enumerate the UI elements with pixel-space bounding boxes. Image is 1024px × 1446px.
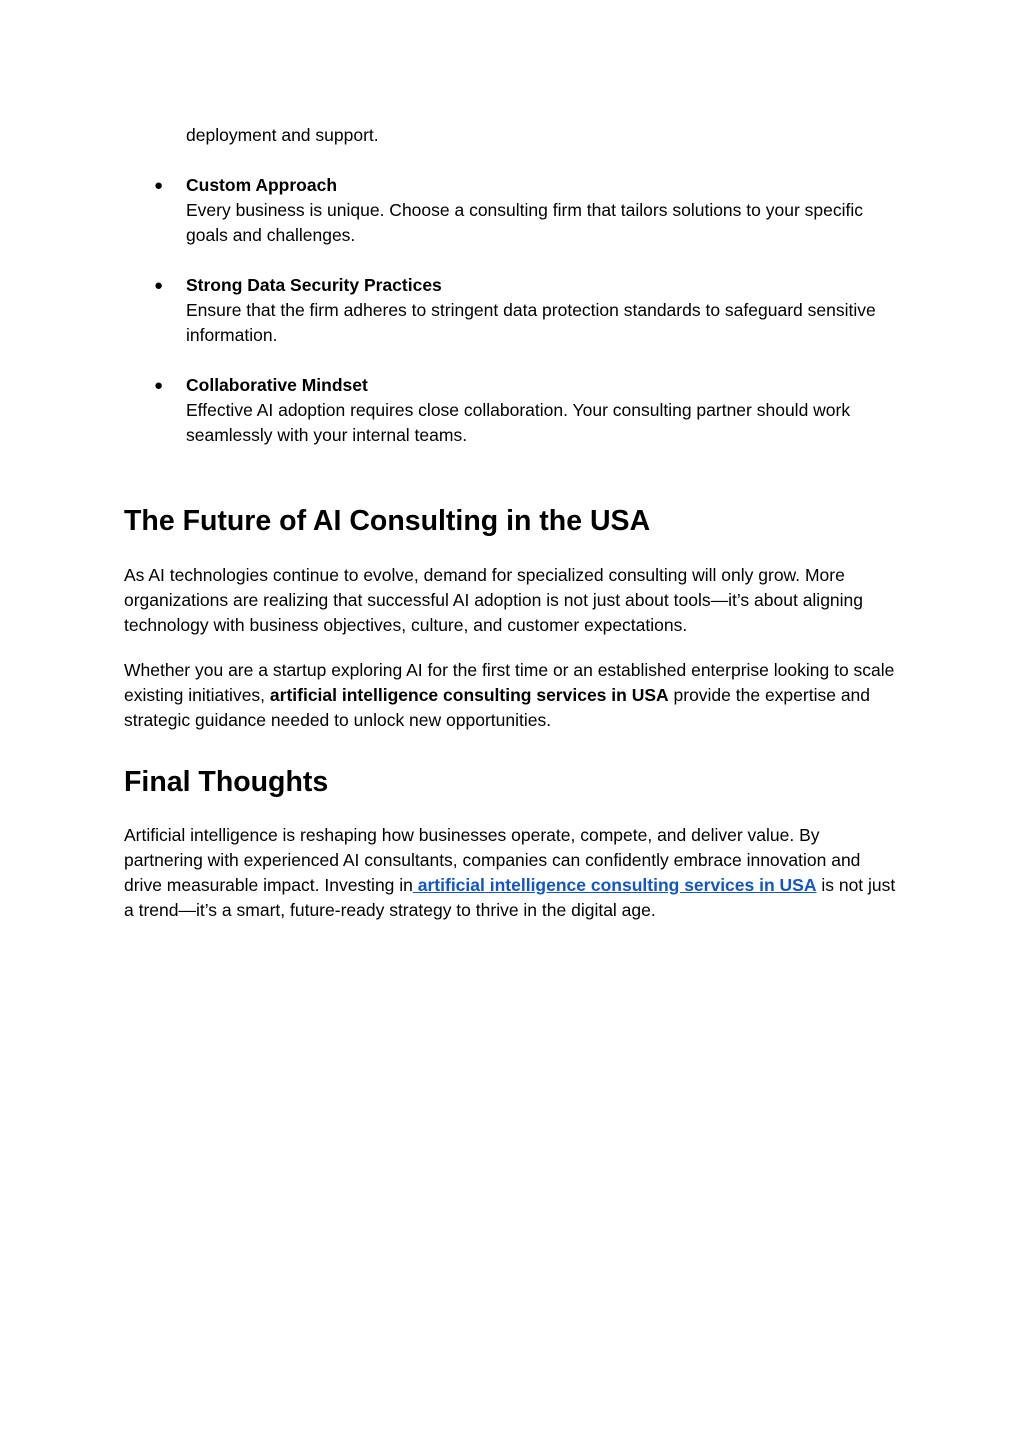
future-paragraph-2-end: provide the expertise and strategic guidance needed to unlock new opportunities. — [124, 685, 871, 730]
bullet-body: Ensure that the firm adheres to stringent data protection standards to safeguard sensitive information. — [186, 300, 876, 345]
future-paragraph-2-start: Whether you are a startup exploring AI for the first time or an established enterprise looking to scale existing initiatives, — [124, 660, 895, 705]
criteria-list — [124, 173, 900, 473]
future-paragraph-2-bold: artificial intelligence consulting services in USA — [269, 685, 669, 705]
future-paragraph-1: As AI technologies continue to evolve, demand for specialized consulting will only grow. More organizations are realizing that successful AI adoption is not just about tools—it’s about aligning technology with business objectives, culture, and customer expectations. — [124, 565, 864, 635]
final-paragraph — [124, 823, 900, 923]
section-heading-final: Final Thoughts — [124, 766, 329, 798]
consulting-services-link[interactable]: artificial intelligence consulting services in USA — [412, 875, 817, 895]
list-item — [124, 373, 900, 448]
bullet-icon: ● — [154, 377, 164, 394]
bullet-title: Strong Data Security Practices — [186, 275, 442, 295]
section-heading-future: The Future of AI Consulting in the USA — [124, 505, 651, 537]
final-paragraph-end: is not just a trend—it’s a smart, future-ready strategy to thrive in the digital age. — [124, 875, 896, 920]
list-item — [124, 173, 900, 248]
continuation-text: deployment and support. — [186, 125, 379, 145]
bullet-icon: ● — [154, 177, 164, 194]
bullet-icon: ● — [154, 277, 164, 294]
future-paragraph-2 — [124, 658, 900, 733]
bullet-body: Every business is unique. Choose a consulting firm that tailors solutions to your specific goals and challenges. — [186, 200, 863, 245]
bullet-title: Custom Approach — [186, 175, 338, 195]
bullet-title: Collaborative Mindset — [186, 375, 368, 395]
final-paragraph-start: Artificial intelligence is reshaping how businesses operate, compete, and deliver value. By partnering with experienced AI consultants, companies can confidently embrace innovation and drive measurable impact. Investing in — [124, 825, 861, 895]
bullet-body: Effective AI adoption requires close collaboration. Your consulting partner should work seamlessly with your internal teams. — [186, 400, 851, 445]
list-item — [124, 273, 900, 348]
